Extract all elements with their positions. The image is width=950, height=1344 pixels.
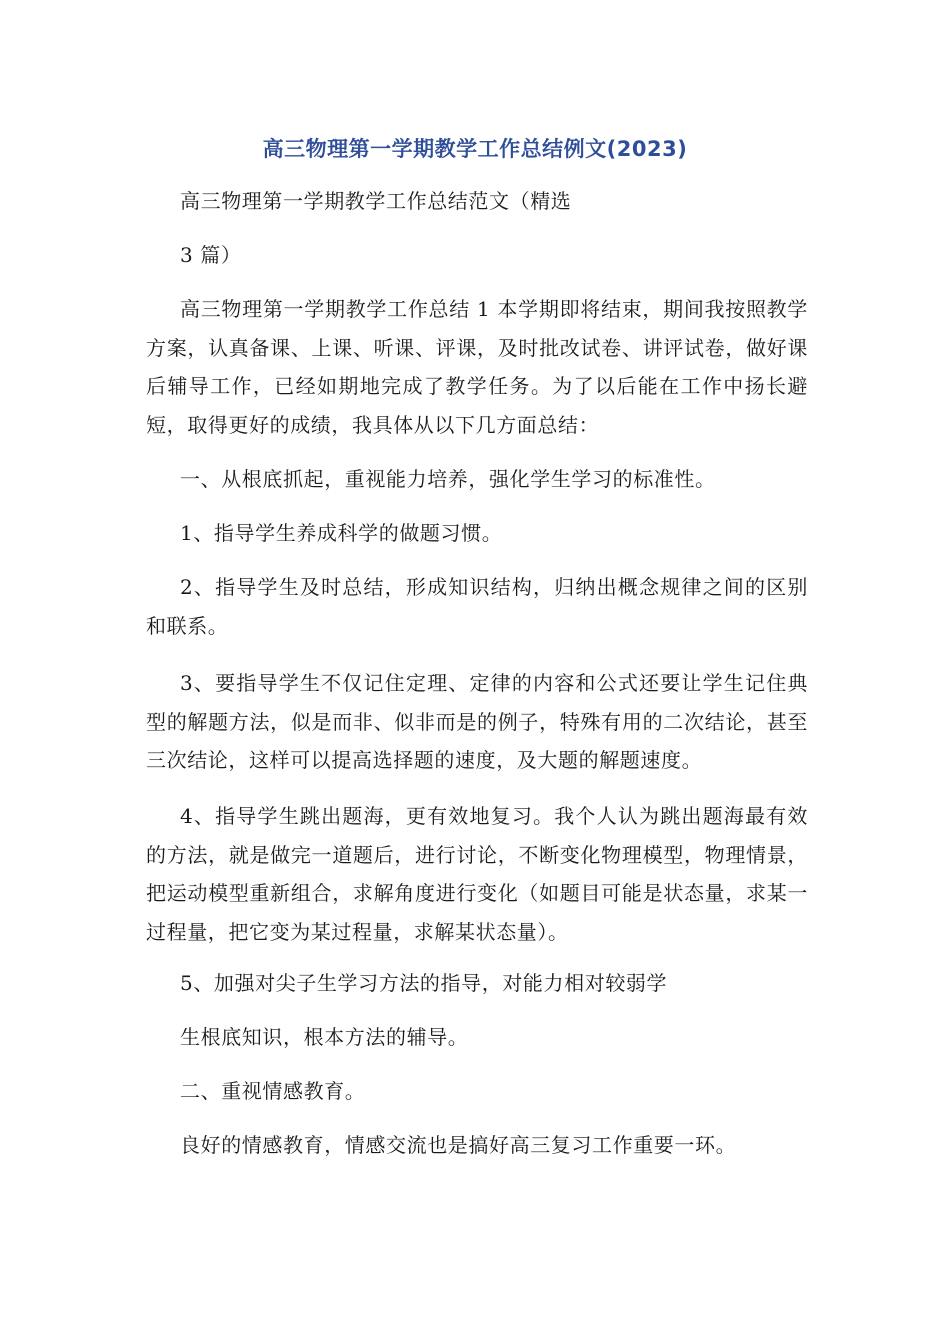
paragraph-intro: 高三物理第一学期教学工作总结 1 本学期即将结束，期间我按照教学方案，认真备课、上课、听课、评课，及时批改试卷、讲评试卷，做好课后辅导工作，已经如期地完成了教学任务。为了以后能在工作中扬长避短，取得更好的成绩，我具体从以下几方面总结： — [146, 297, 808, 437]
list-item-3: 3、要指导学生不仅记住定理、定律的内容和公式还要让学生记住典型的解题方法，似是而非、似非而是的例子，特殊有用的二次结论，甚至三次结论，这样可以提高选择题的速度，及大题的解题速度。 — [146, 671, 808, 772]
section-heading-1: 一、从根底抓起，重视能力培养，强化学生学习的标准性。 — [180, 467, 716, 491]
document-title: 高三物理第一学期教学工作总结例文(2023) — [262, 137, 688, 161]
paragraph-closing: 良好的情感教育，情感交流也是搞好高三复习工作重要一环。 — [180, 1133, 737, 1157]
subtitle-line-2: 3 篇） — [180, 243, 242, 267]
list-item-1: 1、指导学生养成科学的做题习惯。 — [180, 521, 503, 545]
list-item-5-line-2: 生根底知识，根本方法的辅导。 — [180, 1025, 469, 1049]
section-heading-2: 二、重视情感教育。 — [180, 1079, 366, 1103]
list-item-2: 2、指导学生及时总结，形成知识结构，归纳出概念规律之间的区别和联系。 — [146, 575, 808, 638]
subtitle-line-1: 高三物理第一学期教学工作总结范文（精选 — [180, 189, 572, 213]
list-item-4: 4、指导学生跳出题海，更有效地复习。我个人认为跳出题海最有效的方法，就是做完一道题后，进行讨论，不断变化物理模型，物理情景，把运动模型重新组合，求解角度进行变化（如题目可能是状态量，求某一过程量，把它变为某过程量，求解某状态量）。 — [146, 804, 808, 944]
list-item-5-line-1: 5、加强对尖子生学习方法的指导，对能力相对较弱学 — [180, 971, 668, 995]
